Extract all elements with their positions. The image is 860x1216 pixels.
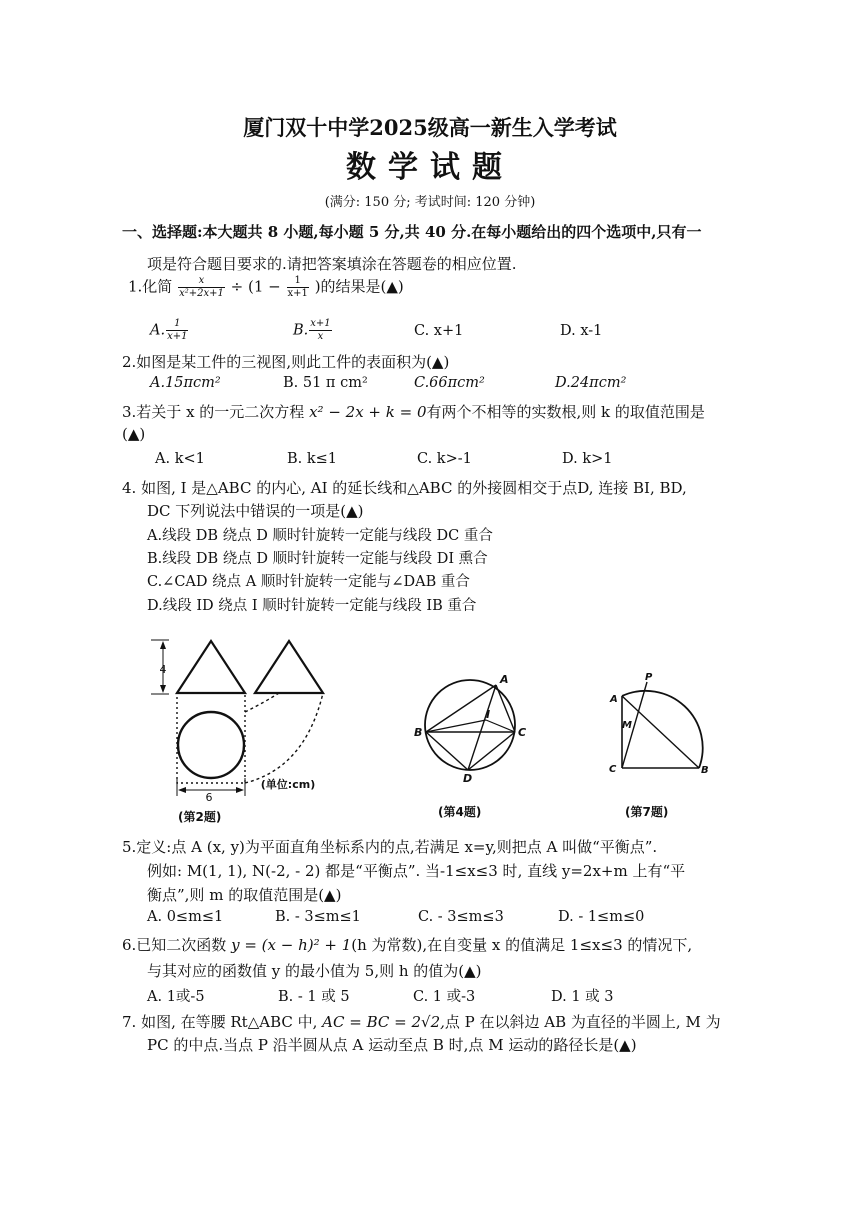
fig4-label-i: I — [486, 708, 491, 721]
q6-option-d: D. 1 或 3 — [551, 989, 614, 1005]
q5-option-b: B. - 3≤m≤1 — [275, 909, 361, 925]
fig7-label-c: C — [609, 764, 617, 775]
q3-option-a: A. k<1 — [155, 451, 205, 467]
q7-equation: AC = BC = 2√2, — [322, 1013, 445, 1031]
fig2-width-label: 6 — [205, 791, 213, 804]
q4-option-c: C.∠CAD 绕点 A 顺时针旋转一定能与∠DAB 重合 — [147, 574, 470, 590]
exam-info: (满分: 150 分; 考试时间: 120 分钟) — [324, 195, 536, 210]
q5-option-d: D. - 1≤m≤0 — [558, 909, 645, 925]
q5-line2: 例如: M(1, 1), N(-2, - 2) 都是“平衡点”. 当-1≤x≤3 时, 直线 y=2x+m 上有“平 — [147, 862, 686, 880]
q5-option-a: A. 0≤m≤1 — [147, 909, 224, 925]
q1-mid: ÷ (1 − — [230, 277, 281, 296]
q1-option-c: C. x+1 — [414, 323, 464, 339]
figure-q7-semicircle — [605, 670, 715, 780]
q1-fraction-2: $\frac{1}{x+1}$ — [287, 275, 308, 299]
exam-title: 厦门双十中学2025级高一新生入学考试 — [243, 115, 617, 140]
question-1 — [128, 275, 404, 300]
fig4-label-d: D — [463, 772, 473, 785]
q4-option-b: B.线段 DB 绕点 D 顺时针旋转一定能与线段 DI 熏合 — [147, 551, 488, 567]
q6-line2: 与其对应的函数值 y 的最小值为 5,则 h 的值为(▲) — [147, 962, 482, 980]
q7-line2: PC 的中点.当点 P 沿半圆从点 A 运动至点 B 时,点 M 运动的路径长是(▲) — [147, 1036, 637, 1054]
fig7-label-p: P — [645, 672, 653, 683]
q5-line3: 衡点”,则 m 的取值范围是(▲) — [147, 886, 342, 904]
q3-option-c: C. k>-1 — [417, 451, 472, 467]
q2-option-b: B. 51 π cm² — [283, 375, 368, 391]
question-2: 2.如图是某工件的三视图,则此工件的表面积为(▲) — [122, 353, 450, 371]
q4-option-d: D.线段 ID 绕点 I 顺时针旋转一定能与线段 IB 重合 — [147, 598, 477, 614]
q5-option-c: C. - 3≤m≤3 — [418, 909, 504, 925]
q1-pre: 1.化简 — [128, 277, 173, 296]
question-5: 5.定义:点 A (x, y)为平面直角坐标系内的点,若满足 x=y,则把点 A 叫做“平衡点”. — [122, 838, 658, 856]
fig4-label-c: C — [518, 726, 527, 739]
question-3: 3.若关于 x 的一元二次方程 x² − 2x + k = 0有两个不相等的实数根,则 k 的取值范围是 — [122, 403, 705, 421]
fig4-caption: (第4题) — [438, 805, 482, 819]
q6-option-c: C. 1 或-3 — [413, 989, 476, 1005]
fig7-label-m: M — [622, 720, 632, 731]
figure-q4-circle — [410, 670, 530, 785]
q6-option-a: A. 1或-5 — [147, 989, 205, 1005]
q1-option-a: A. $\frac{1}{x+1}$ — [150, 318, 188, 342]
question-6: 6.已知二次函数 y = (x − h)² + 1(h 为常数),在自变量 x 的值满足 1≤x≤3 的情况下, — [122, 936, 693, 954]
section-heading-line2: 项是符合题目要求的.请把答案填涂在答题卷的相应位置. — [147, 255, 517, 273]
fig4-label-b: B — [414, 726, 423, 739]
q1-option-d: D. x-1 — [560, 323, 603, 339]
q3-option-b: B. k≤1 — [287, 451, 338, 467]
figure-q2-three-views — [145, 628, 345, 828]
section-heading-line1: 一、选择题:本大题共 8 小题,每小题 5 分,共 40 分.在每小题给出的四个选项中,只有一 — [122, 223, 702, 241]
fig7-label-b: B — [701, 765, 709, 776]
q3-option-d: D. k>1 — [562, 451, 613, 467]
q1-post: )的结果是(▲) — [314, 277, 404, 296]
q2-option-d: D.24πcm² — [555, 375, 627, 391]
question-7: 7. 如图, 在等腰 Rt△ABC 中, AC = BC = 2√2,点 P 在以斜边 AB 为直径的半圆上, M 为 — [122, 1013, 721, 1031]
q1-option-b: B. $\frac{x+1}{x}$ — [293, 318, 331, 342]
exam-subject: 数学试题 — [346, 150, 514, 185]
q3-line2: (▲) — [122, 425, 146, 443]
q3-equation: x² − 2x + k = 0 — [309, 403, 427, 421]
fig2-height-label: 4 — [159, 663, 167, 676]
fig4-label-a: A — [500, 673, 509, 686]
q2-option-c: C.66πcm² — [414, 375, 485, 391]
q2-option-a: A.15πcm² — [150, 375, 221, 391]
fig2-caption: (第2题) — [178, 810, 222, 824]
question-4: 4. 如图, I 是△ABC 的内心, AI 的延长线和△ABC 的外接圆相交于点D, 连接 BI, BD, — [122, 479, 687, 497]
fig2-unit-label: (单位:cm) — [260, 778, 316, 791]
fig7-label-a: A — [610, 694, 618, 705]
fig7-caption: (第7题) — [625, 805, 669, 819]
q6-equation: y = (x − h)² + 1 — [231, 936, 352, 954]
q6-option-b: B. - 1 或 5 — [278, 989, 350, 1005]
q1-fraction-1: $\frac{x}{\text{x²+2x+1}}$ — [179, 275, 224, 299]
q4-line2: DC 下列说法中错误的一项是(▲) — [147, 502, 364, 520]
q4-option-a: A.线段 DB 绕点 D 顺时针旋转一定能与线段 DC 重合 — [147, 528, 493, 544]
